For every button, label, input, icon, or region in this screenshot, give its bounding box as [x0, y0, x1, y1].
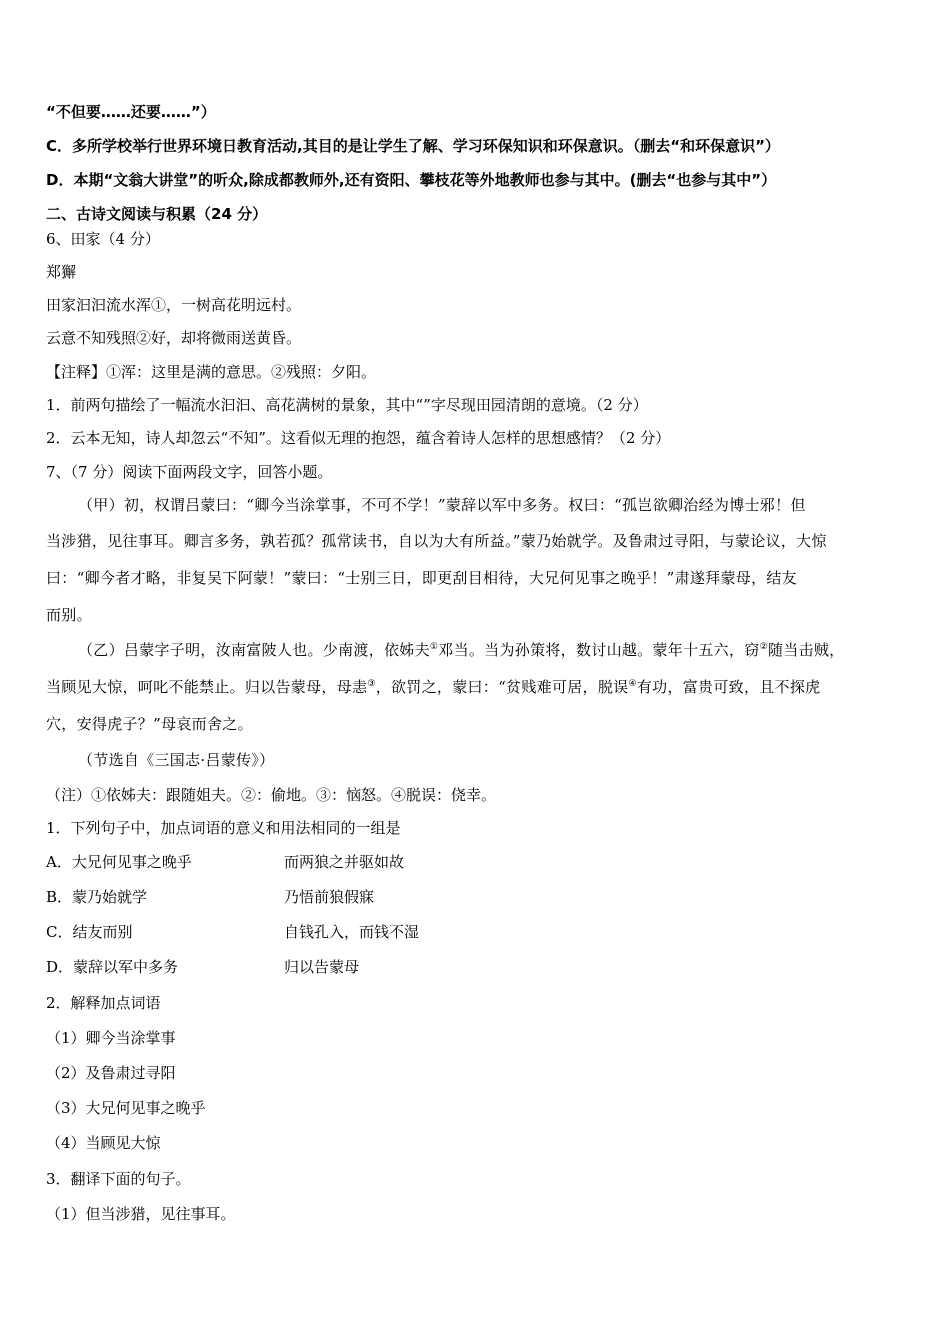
question-7-1: 1．下列句子中，加点词语的意义和用法相同的一组是	[46, 819, 401, 837]
option-row-d	[46, 957, 646, 977]
passage-jia-line: 当涉猎，见往事耳。卿言多务，孰若孤？孤常读书，自以为大有所益。”蒙乃始就学。及鲁肃过寻阳，与蒙论议，大惊	[46, 532, 827, 550]
question-7-title: 7、（7 分）阅读下面两段文字，回答小题。	[46, 463, 333, 481]
option-row-c	[46, 922, 646, 942]
section-heading: 二、古诗文阅读与积累（24 分）	[46, 205, 268, 223]
passage-jia-line: 而别。	[46, 606, 92, 624]
passage-yi-line: 穴，安得虎子？”母哀而舍之。	[46, 715, 253, 733]
passage-notes: （注）①依姊夫：跟随姐夫。②：偷地。③：恼怒。④脱误：侥幸。	[46, 786, 497, 804]
question-7-3: 3．翻译下面的句子。	[46, 1170, 191, 1188]
translate-item: （1）但当涉猎，见往事耳。	[46, 1205, 236, 1223]
passage-jia-line: 曰：“卿今者才略，非复吴下阿蒙！”蒙曰：“士别三日，即更刮目相待，大兄何见事之晚乎！”肃遂拜蒙母，结友	[46, 569, 797, 587]
text-line: “不但要……还要……”）	[46, 103, 216, 121]
option-row-a	[46, 852, 646, 872]
poem-note: 【注释】①浑：这里是满的意思。②残照：夕阳。	[46, 363, 377, 381]
footnote-marker: ③	[367, 679, 376, 689]
passage-jia-line: （甲）初，权谓吕蒙曰：“卿今当涂掌事，不可不学！”蒙辞以军中多务。权曰：“孤岂欲卿治经为博士邪！但	[78, 496, 806, 514]
option-d-left: D．蒙辞以军中多务	[46, 958, 179, 976]
passage-text: ，欲罚之，蒙曰：“贫贱难可居，脱误	[375, 678, 629, 696]
poem-author: 郑獬	[46, 263, 77, 281]
footnote-marker: ①	[429, 642, 439, 652]
option-d-right: 归以告蒙母	[284, 958, 360, 976]
option-c-right: 自钱孔入，而钱不湿	[284, 923, 420, 941]
passage-text: 当顾见大惊，呵叱不能禁止。归以告蒙母，母恚	[46, 678, 368, 696]
question-6-2: 2．云本无知，诗人却忽云“不知”。这看似无理的抱怨，蕴含着诗人怎样的思想感情？（2 分）	[46, 429, 671, 447]
footnote-marker: ②	[759, 642, 768, 652]
option-a-left: A．大兄何见事之晚乎	[46, 853, 192, 871]
option-a-right: 而两狼之并驱如故	[284, 853, 405, 871]
question-6-1: 1．前两句描绘了一幅流水汩汩、高花满树的景象，其中“”字尽现田园清朗的意境。（2 分）	[46, 396, 648, 414]
option-row-b	[46, 887, 646, 907]
option-b-left: B．蒙乃始就学	[46, 888, 148, 906]
passage-yi-line	[46, 677, 820, 697]
passage-yi-line	[78, 640, 844, 660]
explain-item: （1）卿今当涂掌事	[46, 1029, 176, 1047]
option-d-text: D．本期“文翁大讲堂”的听众,除成都教师外,还有资阳、攀枝花等外地教师也参与其中。(删去“也参与其中”）	[46, 171, 777, 189]
explain-item: （2）及鲁肃过寻阳	[46, 1064, 176, 1082]
question-6-title: 6、田家（4 分）	[46, 230, 160, 248]
passage-source: （节选自《三国志·吕蒙传》）	[78, 751, 275, 769]
explain-item: （3）大兄何见事之晚乎	[46, 1099, 206, 1117]
passage-text: 邓当。当为孙策将，数讨山越。蒙年十五六，窃	[438, 641, 760, 659]
explain-item: （4）当顾见大惊	[46, 1134, 161, 1152]
passage-text: （乙）吕蒙字子明，汝南富陂人也。少南渡，依姊夫	[78, 641, 430, 659]
option-c-text: C．多所学校举行世界环境日教育活动,其目的是让学生了解、学习环保知识和环保意识。（删去“和环保意识”）	[46, 137, 780, 155]
option-b-right: 乃悟前狼假寐	[284, 888, 375, 906]
question-7-2: 2．解释加点词语	[46, 994, 161, 1012]
poem-line: 云意不知残照②好，却将微雨送黄昏。	[46, 329, 302, 347]
option-c-left: C．结友而别	[46, 923, 133, 941]
passage-text: 随当击贼，	[767, 641, 845, 659]
passage-text: 有功，富贵可致，且不探虎	[636, 678, 821, 696]
poem-line: 田家汩汩流水浑①，一树高花明远村。	[46, 296, 302, 314]
footnote-marker: ④	[628, 679, 637, 689]
